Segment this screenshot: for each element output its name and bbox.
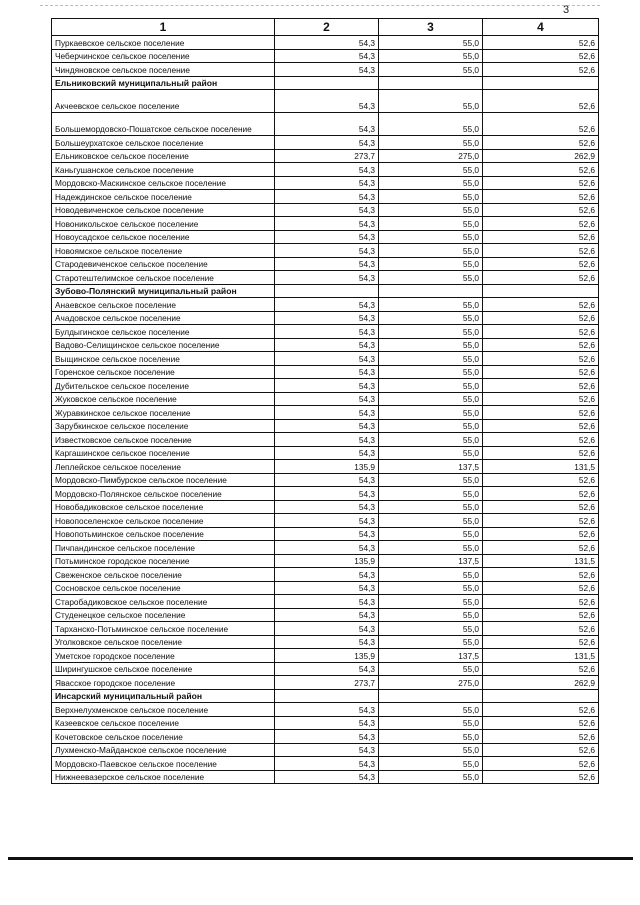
table-row (52, 487, 599, 501)
value-col-4: 52,6 (483, 203, 599, 217)
table-row (52, 757, 599, 771)
table-row (52, 365, 599, 379)
table-row (52, 325, 599, 339)
table-row (52, 203, 599, 217)
settlement-name: Новоусадское сельское поселение (52, 230, 275, 244)
settlement-name: Мордовско-Полянское сельское поселение (52, 487, 275, 501)
value-col-2: 54,3 (275, 757, 379, 771)
value-col-4: 52,6 (483, 365, 599, 379)
value-col-3: 55,0 (379, 446, 483, 460)
settlement-name: Явасское городское поселение (52, 676, 275, 690)
value-col-3: 55,0 (379, 730, 483, 744)
value-col-2: 54,3 (275, 595, 379, 609)
column-header-1: 1 (52, 19, 275, 36)
value-col-4: 52,6 (483, 581, 599, 595)
value-col-3: 55,0 (379, 352, 483, 366)
value-col-4: 52,6 (483, 500, 599, 514)
value-col-4: 52,6 (483, 338, 599, 352)
value-col-3: 55,0 (379, 338, 483, 352)
value-col-4: 131,5 (483, 460, 599, 474)
table-row (52, 568, 599, 582)
value-col-2: 54,3 (275, 338, 379, 352)
value-col-2: 54,3 (275, 541, 379, 555)
table-row (52, 338, 599, 352)
value-col-2: 54,3 (275, 730, 379, 744)
settlement-name: Ачадовское сельское поселение (52, 311, 275, 325)
settlement-name: Чеберчинское сельское поселение (52, 49, 275, 63)
settlement-name: Ельниковское сельское поселение (52, 149, 275, 163)
value-col-3: 55,0 (379, 608, 483, 622)
value-col-4: 52,6 (483, 176, 599, 190)
value-col-3: 137,5 (379, 649, 483, 663)
value-col-3: 55,0 (379, 163, 483, 177)
value-col-3: 55,0 (379, 190, 483, 204)
value-col-4: 52,6 (483, 311, 599, 325)
value-col-4: 52,6 (483, 608, 599, 622)
value-col-2: 54,3 (275, 406, 379, 420)
value-col-3: 137,5 (379, 554, 483, 568)
table-row (52, 36, 599, 50)
value-col-2: 54,3 (275, 622, 379, 636)
table-row (52, 743, 599, 757)
table-row (52, 311, 599, 325)
value-col-3: 55,0 (379, 581, 483, 595)
table-row (52, 217, 599, 231)
value-col-4: 52,6 (483, 541, 599, 555)
value-col-2: 54,3 (275, 271, 379, 285)
table-row (52, 406, 599, 420)
table-row (52, 49, 599, 63)
table-row (52, 635, 599, 649)
settlement-name: Мордовско-Маскинское сельское поселение (52, 176, 275, 190)
value-col-2: 54,3 (275, 176, 379, 190)
value-col-2: 54,3 (275, 379, 379, 393)
table-row (52, 176, 599, 190)
value-col-4: 52,6 (483, 271, 599, 285)
table-row (52, 595, 599, 609)
settlement-name: Вадово-Селищинское сельское поселение (52, 338, 275, 352)
value-col-3: 55,0 (379, 473, 483, 487)
top-scan-line (40, 5, 600, 6)
value-col-2: 54,3 (275, 473, 379, 487)
value-col-2: 54,3 (275, 311, 379, 325)
settlement-name: Каргашинское сельское поселение (52, 446, 275, 460)
value-col-3: 55,0 (379, 703, 483, 717)
settlement-name: Пуркаевское сельское поселение (52, 36, 275, 50)
settlement-name: Большеурхатское сельское поселение (52, 136, 275, 150)
value-col-2: 54,3 (275, 608, 379, 622)
settlement-name: Выщинское сельское поселение (52, 352, 275, 366)
table-row (52, 541, 599, 555)
value-col-2: 135,9 (275, 554, 379, 568)
settlement-name: Жуковское сельское поселение (52, 392, 275, 406)
value-col-3: 55,0 (379, 500, 483, 514)
value-col-2: 54,3 (275, 581, 379, 595)
table-row (52, 730, 599, 744)
value-col-4: 52,6 (483, 163, 599, 177)
table-row (52, 136, 599, 150)
value-col-3: 275,0 (379, 149, 483, 163)
value-col-4: 52,6 (483, 446, 599, 460)
empty-cell (483, 689, 599, 703)
settlement-name: Нижнеевазерское сельское поселение (52, 770, 275, 784)
settlement-name: Старобадиковское сельское поселение (52, 595, 275, 609)
value-col-4: 52,6 (483, 113, 599, 136)
value-col-2: 54,3 (275, 203, 379, 217)
empty-cell (275, 284, 379, 298)
district-name: Зубово-Полянский муниципальный район (52, 284, 275, 298)
value-col-2: 54,3 (275, 230, 379, 244)
settlement-name: Ширингушское сельское поселение (52, 662, 275, 676)
value-col-4: 52,6 (483, 36, 599, 50)
value-col-4: 52,6 (483, 392, 599, 406)
settlements-table (51, 18, 599, 784)
value-col-3: 275,0 (379, 676, 483, 690)
value-col-3: 55,0 (379, 298, 483, 312)
empty-cell (275, 689, 379, 703)
value-col-2: 54,3 (275, 257, 379, 271)
value-col-4: 52,6 (483, 244, 599, 258)
settlement-name: Уголковское сельское поселение (52, 635, 275, 649)
table-row (52, 676, 599, 690)
value-col-4: 52,6 (483, 527, 599, 541)
value-col-3: 55,0 (379, 743, 483, 757)
value-col-4: 52,6 (483, 703, 599, 717)
value-col-2: 54,3 (275, 568, 379, 582)
value-col-2: 54,3 (275, 716, 379, 730)
value-col-3: 55,0 (379, 63, 483, 77)
bottom-scan-line (8, 857, 633, 860)
table-row (52, 473, 599, 487)
value-col-4: 52,6 (483, 662, 599, 676)
settlement-name: Верхнелухменское сельское поселение (52, 703, 275, 717)
table-row (52, 527, 599, 541)
settlement-name: Известковское сельское поселение (52, 433, 275, 447)
value-col-2: 54,3 (275, 90, 379, 113)
value-col-4: 52,6 (483, 743, 599, 757)
value-col-2: 54,3 (275, 298, 379, 312)
column-header-3: 3 (379, 19, 483, 36)
value-col-3: 55,0 (379, 176, 483, 190)
value-col-4: 52,6 (483, 257, 599, 271)
table-row (52, 257, 599, 271)
value-col-4: 52,6 (483, 49, 599, 63)
value-col-4: 52,6 (483, 325, 599, 339)
empty-cell (483, 76, 599, 90)
value-col-2: 54,3 (275, 662, 379, 676)
value-col-4: 262,9 (483, 676, 599, 690)
table-row (52, 649, 599, 663)
table-row (52, 662, 599, 676)
value-col-4: 52,6 (483, 514, 599, 528)
empty-cell (379, 689, 483, 703)
value-col-4: 52,6 (483, 419, 599, 433)
value-col-3: 55,0 (379, 541, 483, 555)
value-col-2: 54,3 (275, 352, 379, 366)
value-col-3: 55,0 (379, 365, 483, 379)
value-col-3: 55,0 (379, 716, 483, 730)
value-col-3: 55,0 (379, 635, 483, 649)
page-number: 3 (563, 4, 570, 16)
value-col-4: 52,6 (483, 136, 599, 150)
value-col-3: 55,0 (379, 487, 483, 501)
table-row (52, 113, 599, 136)
value-col-2: 54,3 (275, 244, 379, 258)
value-col-2: 54,3 (275, 743, 379, 757)
table-row (52, 90, 599, 113)
value-col-3: 55,0 (379, 662, 483, 676)
settlement-name: Каньгушанское сельское поселение (52, 163, 275, 177)
settlement-name: Мордовско-Пимбурское сельское поселение (52, 473, 275, 487)
value-col-4: 52,6 (483, 217, 599, 231)
settlement-name: Лухменско-Майданское сельское поселение (52, 743, 275, 757)
settlement-name: Сосновское сельское поселение (52, 581, 275, 595)
value-col-3: 55,0 (379, 113, 483, 136)
settlement-name: Тарханско-Потьминское сельское поселение (52, 622, 275, 636)
value-col-3: 55,0 (379, 527, 483, 541)
value-col-4: 52,6 (483, 487, 599, 501)
table-row (52, 149, 599, 163)
district-heading-row (52, 76, 599, 90)
table-row (52, 352, 599, 366)
settlement-name: Уметское городское поселение (52, 649, 275, 663)
value-col-2: 54,3 (275, 527, 379, 541)
table-row (52, 392, 599, 406)
value-col-4: 131,5 (483, 649, 599, 663)
value-col-3: 55,0 (379, 568, 483, 582)
value-col-2: 135,9 (275, 649, 379, 663)
value-col-3: 55,0 (379, 379, 483, 393)
value-col-4: 52,6 (483, 406, 599, 420)
table-row (52, 554, 599, 568)
value-col-3: 55,0 (379, 203, 483, 217)
district-name: Ельниковский муниципальный район (52, 76, 275, 90)
value-col-2: 54,3 (275, 703, 379, 717)
value-col-4: 52,6 (483, 190, 599, 204)
value-col-3: 55,0 (379, 136, 483, 150)
settlement-name: Старотештелимское сельское поселение (52, 271, 275, 285)
value-col-2: 54,3 (275, 419, 379, 433)
value-col-2: 54,3 (275, 500, 379, 514)
table-row (52, 63, 599, 77)
empty-cell (379, 76, 483, 90)
settlement-name: Надеждинское сельское поселение (52, 190, 275, 204)
settlement-name: Большемордовско-Пошатское сельское поселение (52, 113, 275, 136)
table-row (52, 419, 599, 433)
table-row (52, 608, 599, 622)
value-col-4: 52,6 (483, 473, 599, 487)
district-heading-row (52, 284, 599, 298)
table-row (52, 770, 599, 784)
table-row (52, 244, 599, 258)
settlement-name: Мордовско-Паевское сельское поселение (52, 757, 275, 771)
table-row (52, 703, 599, 717)
settlement-name: Новоникольское сельское поселение (52, 217, 275, 231)
settlement-name: Новодевиченское сельское поселение (52, 203, 275, 217)
table-row (52, 460, 599, 474)
value-col-3: 55,0 (379, 595, 483, 609)
settlement-name: Новопоселенское сельское поселение (52, 514, 275, 528)
value-col-4: 52,6 (483, 90, 599, 113)
value-col-2: 54,3 (275, 770, 379, 784)
value-col-3: 55,0 (379, 419, 483, 433)
value-col-2: 54,3 (275, 392, 379, 406)
settlement-name: Свеженское сельское поселение (52, 568, 275, 582)
value-col-3: 55,0 (379, 757, 483, 771)
settlement-name: Стародевиченское сельское поселение (52, 257, 275, 271)
value-col-3: 55,0 (379, 230, 483, 244)
table-row (52, 446, 599, 460)
table-row (52, 433, 599, 447)
value-col-2: 54,3 (275, 63, 379, 77)
settlement-name: Акчеевское сельское поселение (52, 90, 275, 113)
value-col-4: 52,6 (483, 379, 599, 393)
value-col-3: 55,0 (379, 271, 483, 285)
value-col-3: 55,0 (379, 325, 483, 339)
value-col-2: 54,3 (275, 136, 379, 150)
value-col-2: 54,3 (275, 325, 379, 339)
value-col-4: 52,6 (483, 230, 599, 244)
value-col-3: 55,0 (379, 217, 483, 231)
empty-cell (483, 284, 599, 298)
value-col-3: 55,0 (379, 514, 483, 528)
table-row (52, 190, 599, 204)
settlement-name: Леплейское сельское поселение (52, 460, 275, 474)
value-col-3: 55,0 (379, 244, 483, 258)
value-col-2: 54,3 (275, 36, 379, 50)
settlement-name: Булдыгинское сельское поселение (52, 325, 275, 339)
settlement-name: Кочетовское сельское поселение (52, 730, 275, 744)
table-row (52, 298, 599, 312)
table-row (52, 622, 599, 636)
empty-cell (275, 76, 379, 90)
value-col-2: 54,3 (275, 217, 379, 231)
district-heading-row (52, 689, 599, 703)
value-col-4: 52,6 (483, 433, 599, 447)
settlement-name: Потьминское городское поселение (52, 554, 275, 568)
value-col-2: 54,3 (275, 446, 379, 460)
district-name: Инсарский муниципальный район (52, 689, 275, 703)
value-col-2: 54,3 (275, 365, 379, 379)
value-col-4: 131,5 (483, 554, 599, 568)
value-col-2: 54,3 (275, 163, 379, 177)
value-col-2: 54,3 (275, 635, 379, 649)
value-col-2: 54,3 (275, 487, 379, 501)
settlement-name: Журавкинское сельское поселение (52, 406, 275, 420)
value-col-3: 55,0 (379, 49, 483, 63)
value-col-2: 54,3 (275, 433, 379, 447)
value-col-4: 52,6 (483, 730, 599, 744)
settlement-name: Новопотьминское сельское поселение (52, 527, 275, 541)
settlement-name: Чиндяновское сельское поселение (52, 63, 275, 77)
value-col-3: 55,0 (379, 433, 483, 447)
value-col-3: 55,0 (379, 406, 483, 420)
settlement-name: Зарубкинское сельское поселение (52, 419, 275, 433)
value-col-2: 273,7 (275, 149, 379, 163)
table-row (52, 271, 599, 285)
value-col-4: 262,9 (483, 149, 599, 163)
table-row (52, 581, 599, 595)
value-col-4: 52,6 (483, 63, 599, 77)
value-col-4: 52,6 (483, 635, 599, 649)
value-col-4: 52,6 (483, 716, 599, 730)
value-col-3: 55,0 (379, 36, 483, 50)
value-col-2: 54,3 (275, 190, 379, 204)
table-row (52, 379, 599, 393)
table-row (52, 514, 599, 528)
value-col-3: 55,0 (379, 622, 483, 636)
table-row (52, 716, 599, 730)
column-header-4: 4 (483, 19, 599, 36)
value-col-4: 52,6 (483, 595, 599, 609)
value-col-2: 54,3 (275, 113, 379, 136)
settlement-name: Новобадиковское сельское поселение (52, 500, 275, 514)
value-col-4: 52,6 (483, 757, 599, 771)
table-row (52, 230, 599, 244)
settlement-name: Новоямское сельское поселение (52, 244, 275, 258)
empty-cell (379, 284, 483, 298)
value-col-4: 52,6 (483, 568, 599, 582)
value-col-3: 55,0 (379, 770, 483, 784)
value-col-4: 52,6 (483, 622, 599, 636)
column-header-2: 2 (275, 19, 379, 36)
value-col-4: 52,6 (483, 298, 599, 312)
value-col-3: 55,0 (379, 311, 483, 325)
settlement-name: Студенецкое сельское поселение (52, 608, 275, 622)
value-col-2: 135,9 (275, 460, 379, 474)
value-col-4: 52,6 (483, 352, 599, 366)
value-col-3: 137,5 (379, 460, 483, 474)
value-col-3: 55,0 (379, 257, 483, 271)
settlement-name: Дубительское сельское поселение (52, 379, 275, 393)
settlement-name: Пичпандинское сельское поселение (52, 541, 275, 555)
value-col-2: 273,7 (275, 676, 379, 690)
settlement-name: Анаевское сельское поселение (52, 298, 275, 312)
table-row (52, 163, 599, 177)
value-col-4: 52,6 (483, 770, 599, 784)
value-col-2: 54,3 (275, 514, 379, 528)
settlement-name: Казеевское сельское поселение (52, 716, 275, 730)
table-header-row (52, 19, 599, 36)
value-col-2: 54,3 (275, 49, 379, 63)
settlement-name: Горенское сельское поселение (52, 365, 275, 379)
table-row (52, 500, 599, 514)
value-col-3: 55,0 (379, 392, 483, 406)
value-col-3: 55,0 (379, 90, 483, 113)
